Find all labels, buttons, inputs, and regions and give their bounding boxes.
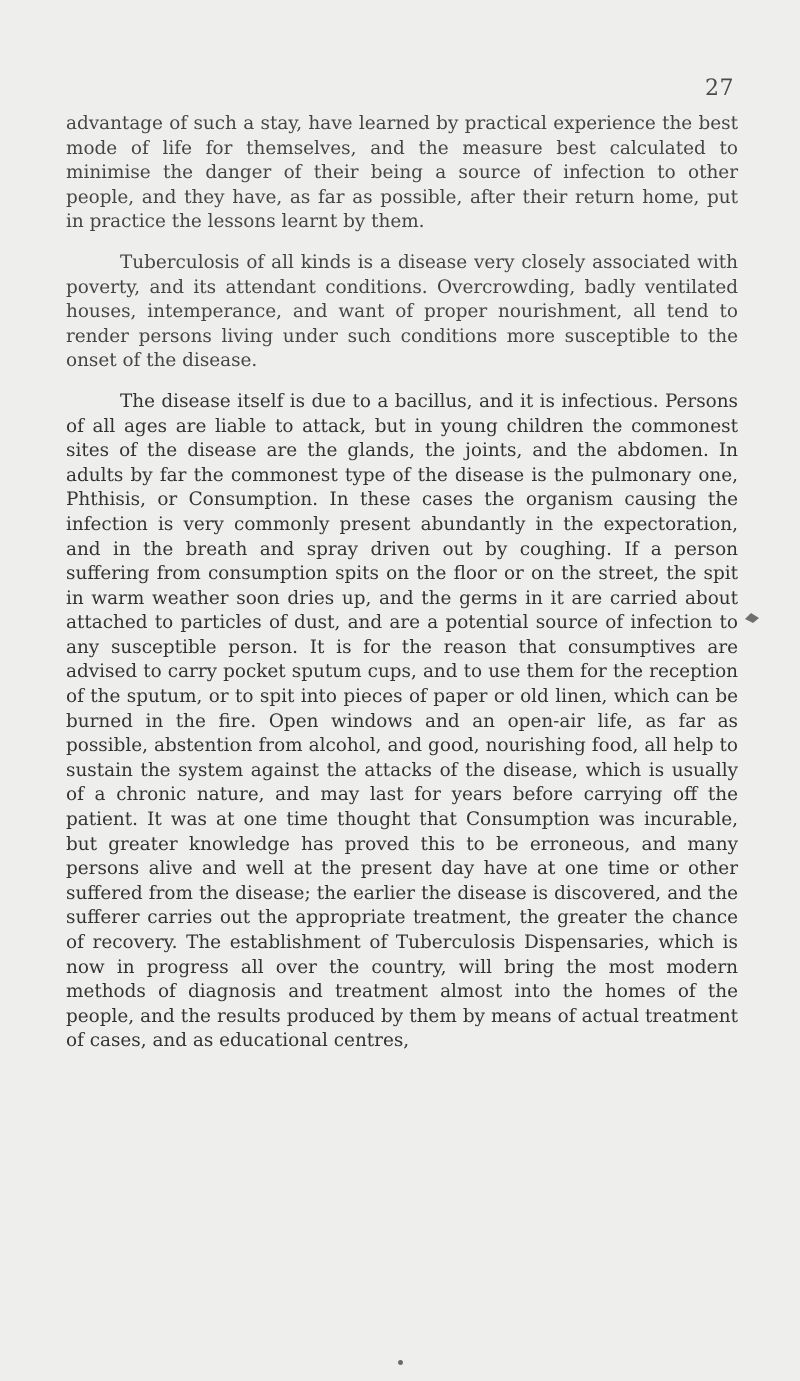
footer-dot	[398, 1360, 403, 1365]
page-number: 27	[705, 76, 734, 101]
paragraph-continuation: advantage of such a stay, have learned by practical experience the best mode of life for themselves, and the measure best calculated to minimise the danger of their being a source of infection to other people, and they have, as far as possible, after their return home, put in practice the lessons learnt by them.	[66, 113, 738, 233]
paragraph-poverty: Tuberculosis of all kinds is a disease very closely associated with poverty, and its attendant conditions. Overcrowding, badly ventilated houses, intemperance, and want of proper nourishment, all tend to render persons living under such conditions more susceptible to the onset of the disease.	[66, 251, 738, 372]
body-text	[66, 112, 738, 1070]
paragraph-bacillus: The disease itself is due to a bacillus, and it is infectious. Persons of all ages are liable to attack, but in young children the commonest sites of the disease are the glands, the joints, and the abdomen. In adults by far the commonest type of the disease is the pulmonary one, Phthisis, or Consumption. In these cases the organism causing the infection is very commonly present abundantly in the expectoration, and in the breath and spray driven out by coughing. If a person suffering from consumption spits on the floor or on the street, the spit in warm weather soon dries up, and the germs in it are carried about attached to particles of dust, and are a potential source of infection to any susceptible person. It is for the reason that consumptives are advised to carry pocket sputum cups, and to use them for the reception of the sputum, or to spit into pieces of paper or old linen, which can be burned in the fire. Open windows and an open-air life, as far as possible, abstention from alcohol, and good, nourishing food, all help to sustain the system against the attacks of the disease, which is usually of a chronic nature, and may last for years before carrying off the patient. It was at one time thought that Consumption was incurable, but greater knowledge has proved this to be erroneous, and many persons alive and well at the present day have at one time or other suffered from the disease; the earlier the disease is discovered, and the sufferer carries out the appropriate treatment, the greater the chance of recovery. The establishment of Tuberculosis Dispensaries, which is now in progress all over the country, will bring the most modern methods of diagnosis and treatment almost into the homes of the people, and the results produced by them by means of actual treatment of cases, and as educational centres,	[66, 390, 738, 1052]
margin-ink-mark-icon	[744, 612, 760, 624]
